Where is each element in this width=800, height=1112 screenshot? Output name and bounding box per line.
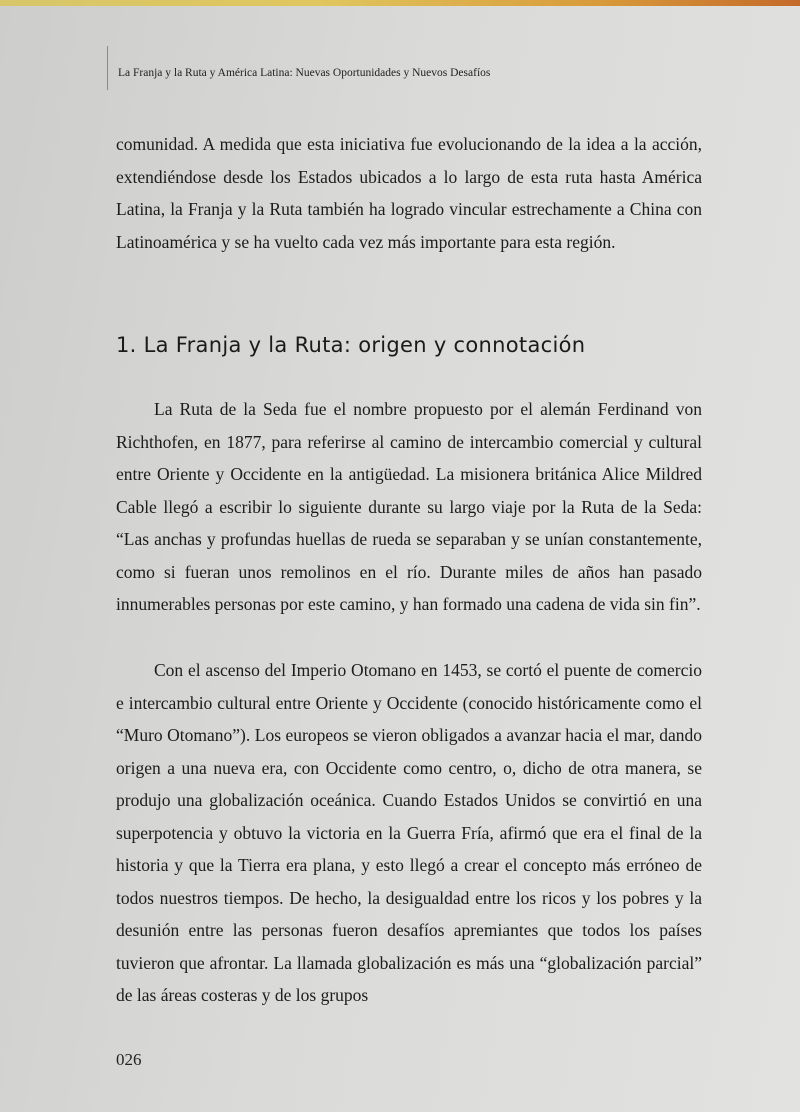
section-heading: 1. La Franja y la Ruta: origen y connotación: [116, 333, 586, 357]
running-header-title: La Franja y la Ruta y América Latina: Nuevas Oportunidades y Nuevos Desafíos: [118, 67, 491, 79]
header-margin-rule: [107, 46, 108, 90]
paragraph-intro: comunidad. A medida que esta iniciativa fue evolucionando de la idea a la acción, extendiéndose desde los Estados ubicados a lo largo de esta ruta hasta América Latina, la Franja y la Ruta también ha logrado vincular estrechamente a China con Latinoamérica y se ha vuelto cada vez más importante para esta región.: [116, 134, 702, 252]
page-top-color-strip: [0, 0, 800, 6]
paragraph-silk-road: La Ruta de la Seda fue el nombre propuesto por el alemán Ferdinand von Richthofen, en 1877, para referirse al camino de intercambio comercial y cultural entre Oriente y Occidente en la antigüedad. La misionera británica Alice Mildred Cable llegó a escribir lo siguiente durante su largo viaje por la Ruta de la Seda: “Las anchas y profundas huellas de rueda se separaban y se unían constantemente, como si fueran unos remolinos en el río. Durante miles de años han pasado innumerables personas por este camino, y han formado una cadena de vida sin fin”.: [116, 399, 702, 614]
page-number: 026: [116, 1050, 142, 1069]
paragraph-ottoman-empire: Con el ascenso del Imperio Otomano en 1453, se cortó el puente de comercio e intercambio cultural entre Oriente y Occidente (conocido históricamente como el “Muro Otomano”). Los europeos se vieron obligados a avanzar hacia el mar, dando origen a una nueva era, con Occidente como centro, o, dicho de otra manera, se produjo una globalización oceánica. Cuando Estados Unidos se convirtió en una superpotencia y obtuvo la victoria en la Guerra Fría, afirmó que era el final de la historia y que la Tierra era plana, y esto llegó a crear el concepto más erróneo de todos nuestros tiempos. De hecho, la desigualdad entre los ricos y los pobres y la desunión entre las personas fueron desafíos apremiantes que todos los países tuvieron que afrontar. La llamada globalización es más una “globalización parcial” de las áreas costeras y de los grupos: [116, 660, 702, 1005]
